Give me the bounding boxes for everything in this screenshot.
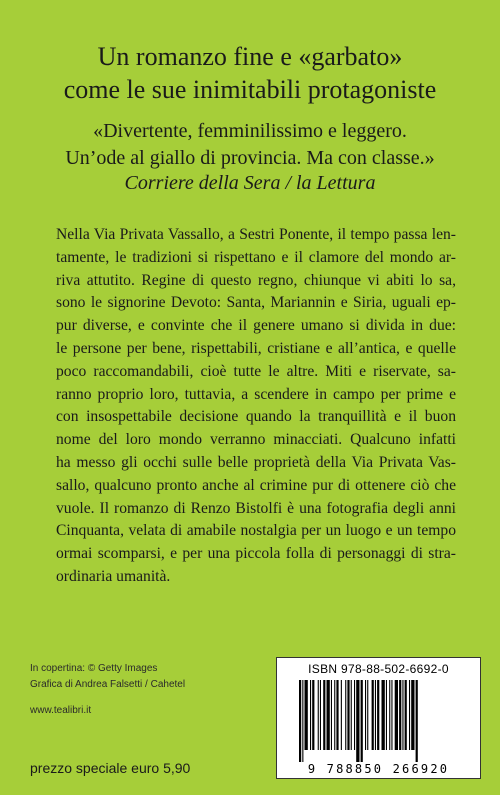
quote-line: Un’ode al giallo di provincia. Ma con classe.» (65, 147, 435, 169)
barcode-bar (405, 680, 407, 750)
barcode-bar (312, 680, 314, 750)
barcode-bar (351, 680, 352, 750)
barcode-bar (402, 680, 403, 750)
synopsis-line: poco raccomandabili, cioè tutte le altre. Miti e riservate, sa- (56, 362, 456, 380)
barcode-bar (365, 680, 366, 750)
barcode-bar (386, 680, 387, 750)
barcode-box (276, 657, 481, 779)
barcode-bar (323, 680, 325, 750)
barcode-bar (411, 680, 414, 750)
barcode-bar (310, 680, 311, 750)
barcode-bar (320, 680, 321, 750)
cover-credit: In copertina: © Getty Images (30, 663, 158, 674)
isbn-label: ISBN 978-88-502-6692-0 (308, 662, 449, 676)
barcode-bar (395, 680, 398, 750)
barcode-bar (416, 680, 418, 762)
quote-line: «Divertente, femminilissimo e leggero. (93, 120, 407, 142)
barcode-bar (345, 680, 346, 750)
price-label: prezzo speciale euro 5,90 (30, 760, 191, 776)
barcode-bar (399, 680, 401, 750)
ean-digits: 9 788850 266920 (307, 762, 450, 776)
barcode-bar (336, 680, 338, 750)
synopsis-line: pur diverse, e convinte che il genere umano si divida in due: (56, 317, 456, 335)
synopsis-line: sono le signorine Devoto: Santa, Mariannin e Siria, uguali ep- (56, 294, 456, 312)
barcode-bar (377, 680, 379, 750)
barcode-bar (361, 680, 363, 762)
design-credit: Grafica di Andrea Falsetti / Cahetel (30, 679, 186, 690)
barcode-bar (347, 680, 349, 750)
quote-source: Corriere della Sera / la Lettura (124, 172, 376, 194)
barcode-bar (334, 680, 335, 750)
barcode-bar (302, 680, 303, 762)
synopsis-line: tamente, le tradizioni si rispettano e il clamore del mondo ar- (56, 248, 456, 266)
barcode-bar (367, 680, 368, 750)
publisher-url[interactable]: www.tealibri.it (30, 705, 92, 716)
review-quote (0, 118, 500, 172)
barcode-bar (372, 680, 374, 750)
barcode-bar (305, 680, 308, 750)
barcode-bar (354, 680, 355, 750)
barcode-bar (356, 680, 359, 762)
barcode-bar (299, 680, 301, 762)
synopsis-line: sallo, qualcuno pronto anche al crimine pur di ottenere ciò che (56, 476, 456, 494)
synopsis-line: vuole. Il romanzo di Renzo Bistolfi è una fotografia degli anni (56, 499, 456, 517)
credits (30, 661, 185, 719)
synopsis (56, 224, 456, 589)
barcode-bar (391, 680, 392, 750)
synopsis-line: ordinaria umanità. (56, 567, 171, 585)
barcode-bar (318, 680, 319, 750)
synopsis-line: Nella Via Privata Vassallo, a Sestri Ponente, il tempo passa len- (56, 226, 456, 243)
barcode-bar (375, 680, 376, 750)
synopsis-line: nome del loro mondo verranno minacciati. Qualcuno infatti (56, 431, 456, 449)
synopsis-line: ha messo gli occhi sulle belle proprietà della Via Privata Vas- (56, 453, 456, 471)
headline-line: come le sue inimitabili protagoniste (63, 75, 437, 104)
barcode-bar (331, 680, 332, 750)
synopsis-line: ranno proprio loro, tuttavia, a scendere in campo per prime e (56, 385, 456, 403)
synopsis-line: ormai scomparsi, e per una piccola folla di personaggi di stra- (56, 545, 456, 563)
synopsis-line: riva attutito. Regine di questo regno, chiunque vi abiti lo sa, (56, 271, 456, 289)
headline-line: Un romanzo fine e «garbato» (97, 42, 403, 71)
synopsis-line: Cinquanta, velata di amabile nostalgia per un luogo e un tempo (56, 522, 456, 540)
barcode-bar (382, 680, 385, 750)
synopsis-line: con insospettabile decisione quando la tranquillità e il buon (56, 408, 456, 426)
barcode-bar (327, 680, 330, 750)
headline (0, 40, 500, 106)
barcode-icon (297, 680, 467, 762)
barcode-bar (389, 680, 390, 750)
synopsis-line: le persone per bene, rispettabili, cristiane e all’antica, e quelle (56, 339, 456, 357)
barcode-bar (409, 680, 410, 750)
barcode-bar (341, 680, 342, 750)
